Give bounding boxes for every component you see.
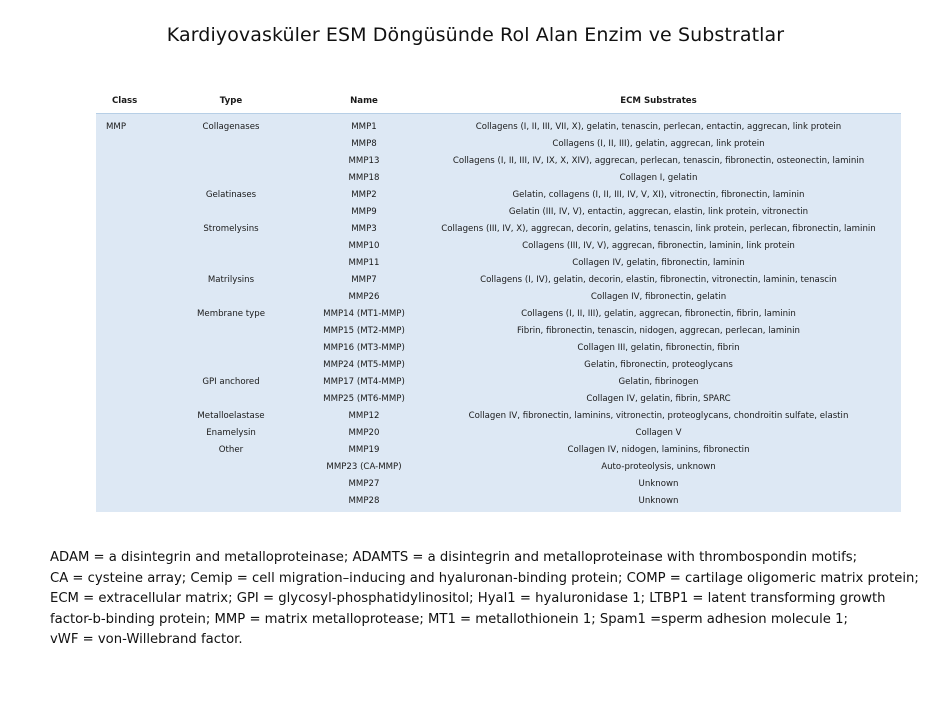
table-row: [96, 390, 901, 407]
table-row: [96, 203, 901, 220]
cell-class: [96, 135, 150, 152]
footnote-line: ECM = extracellular matrix; GPI = glycosyl-phosphatidylinositol; Hyal1 = hyaluronidase 1; LTBP1 = latent transforming growth: [50, 591, 886, 606]
cell-name: MMP23 (CA-MMP): [312, 458, 416, 475]
cell-name: MMP19: [312, 441, 416, 458]
cell-type: [150, 288, 312, 305]
cell-ecm-substrates: Gelatin (III, IV, V), entactin, aggrecan, elastin, link protein, vitronectin: [416, 203, 901, 220]
cell-class: [96, 390, 150, 407]
table-row: [96, 458, 901, 475]
cell-name: MMP1: [312, 114, 416, 136]
cell-class: MMP: [96, 114, 150, 136]
cell-name: MMP17 (MT4-MMP): [312, 373, 416, 390]
cell-ecm-substrates: Gelatin, collagens (I, II, III, IV, V, XI), vitronectin, fibronectin, laminin: [416, 186, 901, 203]
cell-class: [96, 237, 150, 254]
enzyme-substrate-table-container: [96, 88, 901, 512]
cell-class: [96, 169, 150, 186]
table-row: [96, 254, 901, 271]
cell-name: MMP26: [312, 288, 416, 305]
table-header: [96, 88, 901, 114]
cell-ecm-substrates: Gelatin, fibrinogen: [416, 373, 901, 390]
cell-name: MMP14 (MT1-MMP): [312, 305, 416, 322]
table-row: [96, 288, 901, 305]
footnote-line: ADAM = a disintegrin and metalloproteinase; ADAMTS = a disintegrin and metalloproteinase with thrombospondin motifs;: [50, 550, 858, 565]
cell-class: [96, 152, 150, 169]
cell-type: Stromelysins: [150, 220, 312, 237]
table-row: [96, 441, 901, 458]
cell-type: GPI anchored: [150, 373, 312, 390]
cell-name: MMP16 (MT3-MMP): [312, 339, 416, 356]
table-row: [96, 373, 901, 390]
cell-class: [96, 220, 150, 237]
cell-ecm-substrates: Collagen IV, gelatin, fibrin, SPARC: [416, 390, 901, 407]
cell-type: [150, 475, 312, 492]
cell-class: [96, 254, 150, 271]
cell-name: MMP15 (MT2-MMP): [312, 322, 416, 339]
cell-type: [150, 254, 312, 271]
cell-name: MMP7: [312, 271, 416, 288]
cell-name: MMP8: [312, 135, 416, 152]
table-row: [96, 339, 901, 356]
footnote-line: CA = cysteine array; Cemip = cell migration–inducing and hyaluronan-binding protein; COMP = cartilage oligomeric matrix protein;: [50, 570, 919, 586]
cell-ecm-substrates: Collagen III, gelatin, fibronectin, fibrin: [416, 339, 901, 356]
cell-name: MMP24 (MT5-MMP): [312, 356, 416, 373]
cell-name: MMP3: [312, 220, 416, 237]
cell-ecm-substrates: Unknown: [416, 475, 901, 492]
table-body: [96, 114, 901, 513]
cell-class: [96, 339, 150, 356]
table-row: [96, 492, 901, 512]
cell-ecm-substrates: Auto-proteolysis, unknown: [416, 458, 901, 475]
table-row: [96, 356, 901, 373]
cell-type: Gelatinases: [150, 186, 312, 203]
cell-type: [150, 203, 312, 220]
cell-class: [96, 441, 150, 458]
abbreviations-footnote: [50, 548, 940, 651]
cell-class: [96, 373, 150, 390]
cell-type: Metalloelastase: [150, 407, 312, 424]
cell-type: Enamelysin: [150, 424, 312, 441]
cell-type: [150, 237, 312, 254]
table-row: [96, 424, 901, 441]
cell-ecm-substrates: Collagen IV, fibronectin, laminins, vitronectin, proteoglycans, chondroitin sulfate, elastin: [416, 407, 901, 424]
cell-ecm-substrates: Collagen IV, nidogen, laminins, fibronectin: [416, 441, 901, 458]
cell-ecm-substrates: Collagens (I, II, III, VII, X), gelatin, tenascin, perlecan, entactin, aggrecan, link protein: [416, 114, 901, 136]
cell-name: MMP27: [312, 475, 416, 492]
cell-name: MMP9: [312, 203, 416, 220]
header-name: Name: [312, 88, 416, 114]
cell-type: [150, 390, 312, 407]
footnote-line: vWF = von-Willebrand factor.: [50, 632, 243, 647]
cell-name: MMP13: [312, 152, 416, 169]
table-row: [96, 169, 901, 186]
cell-type: [150, 135, 312, 152]
footnote-line: factor-b-binding protein; MMP = matrix metalloprotease; MT1 = metallothionein 1; Spam1 =sperm adhesion molecule 1;: [50, 611, 848, 627]
cell-type: Other: [150, 441, 312, 458]
cell-name: MMP25 (MT6-MMP): [312, 390, 416, 407]
header-type: Type: [150, 88, 312, 114]
cell-type: Collagenases: [150, 114, 312, 136]
cell-name: MMP10: [312, 237, 416, 254]
cell-type: [150, 152, 312, 169]
table-row: [96, 135, 901, 152]
cell-type: [150, 356, 312, 373]
cell-name: MMP18: [312, 169, 416, 186]
cell-class: [96, 305, 150, 322]
cell-type: [150, 322, 312, 339]
cell-type: Matrilysins: [150, 271, 312, 288]
table-row: [96, 237, 901, 254]
table-row: [96, 322, 901, 339]
cell-name: MMP28: [312, 492, 416, 512]
cell-class: [96, 186, 150, 203]
cell-type: [150, 169, 312, 186]
cell-ecm-substrates: Collagens (III, IV, V), aggrecan, fibronectin, laminin, link protein: [416, 237, 901, 254]
cell-ecm-substrates: Collagens (I, II, III), gelatin, aggrecan, fibronectin, fibrin, laminin: [416, 305, 901, 322]
cell-name: MMP20: [312, 424, 416, 441]
cell-ecm-substrates: Collagen IV, fibronectin, gelatin: [416, 288, 901, 305]
cell-ecm-substrates: Fibrin, fibronectin, tenascin, nidogen, aggrecan, perlecan, laminin: [416, 322, 901, 339]
cell-class: [96, 203, 150, 220]
cell-class: [96, 322, 150, 339]
cell-ecm-substrates: Collagens (III, IV, X), aggrecan, decorin, gelatins, tenascin, link protein, perlecan, fibronectin, laminin: [416, 220, 901, 237]
cell-class: [96, 424, 150, 441]
cell-name: MMP2: [312, 186, 416, 203]
table-row: [96, 186, 901, 203]
cell-type: [150, 339, 312, 356]
cell-ecm-substrates: Collagen V: [416, 424, 901, 441]
enzyme-substrate-table: [96, 88, 901, 512]
cell-type: [150, 492, 312, 512]
table-row: [96, 114, 901, 136]
cell-name: MMP12: [312, 407, 416, 424]
cell-ecm-substrates: Collagen I, gelatin: [416, 169, 901, 186]
cell-class: [96, 458, 150, 475]
header-class: Class: [96, 88, 150, 114]
table-row: [96, 305, 901, 322]
table-row: [96, 271, 901, 288]
cell-ecm-substrates: Unknown: [416, 492, 901, 512]
table-row: [96, 220, 901, 237]
table-row: [96, 407, 901, 424]
cell-class: [96, 271, 150, 288]
cell-type: Membrane type: [150, 305, 312, 322]
slide-title: Kardiyovasküler ESM Döngüsünde Rol Alan Enzim ve Substratlar: [166, 24, 785, 46]
cell-name: MMP11: [312, 254, 416, 271]
cell-ecm-substrates: Collagens (I, IV), gelatin, decorin, elastin, fibronectin, vitronectin, laminin, tenascin: [416, 271, 901, 288]
cell-class: [96, 475, 150, 492]
table-row: [96, 475, 901, 492]
cell-ecm-substrates: Gelatin, fibronectin, proteoglycans: [416, 356, 901, 373]
cell-ecm-substrates: Collagen IV, gelatin, fibronectin, laminin: [416, 254, 901, 271]
cell-class: [96, 288, 150, 305]
cell-class: [96, 356, 150, 373]
cell-ecm-substrates: Collagens (I, II, III), gelatin, aggrecan, link protein: [416, 135, 901, 152]
cell-type: [150, 458, 312, 475]
table-row: [96, 152, 901, 169]
cell-ecm-substrates: Collagens (I, II, III, IV, IX, X, XIV), aggrecan, perlecan, tenascin, fibronectin, osteonectin, laminin: [416, 152, 901, 169]
cell-class: [96, 492, 150, 512]
cell-class: [96, 407, 150, 424]
table-header-row: [96, 88, 901, 114]
header-ecm-substrates: ECM Substrates: [416, 88, 901, 114]
